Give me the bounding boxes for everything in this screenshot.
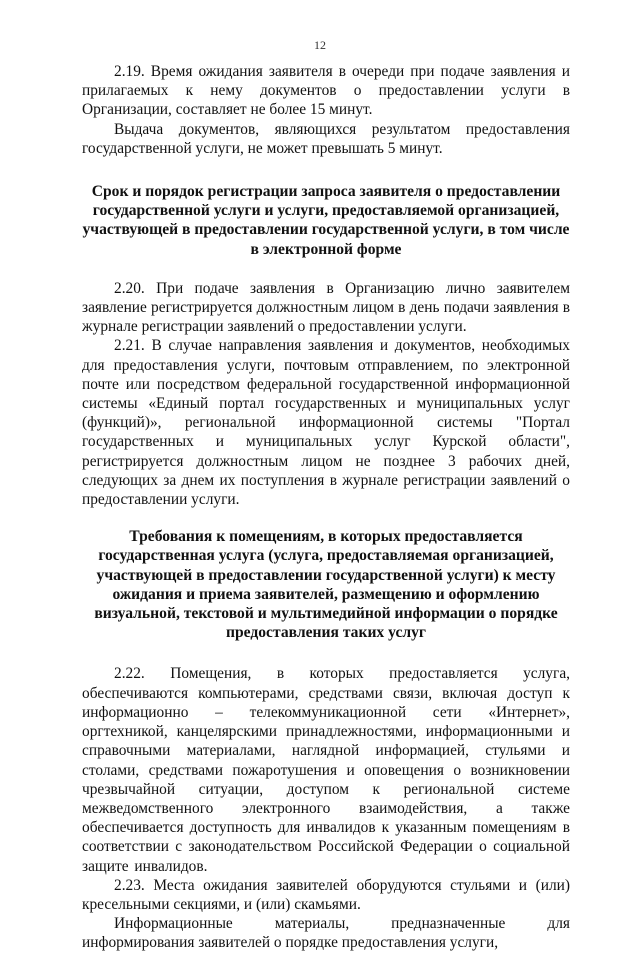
paragraph-2-20: 2.20. При подаче заявления в Организацию лично заявителем заявление регистрируется должностным лицом в день подачи заявления в журнале регистрации заявлений о предоставлении услуги. [82,279,570,336]
paragraph-2-23: 2.23. Места ожидания заявителей оборудуются стульями и (или) кресельными секциями, и (или) скамьями. [82,876,570,913]
document-body [82,62,570,953]
paragraph-2-22: 2.22. Помещения, в которых предоставляется услуга, обеспечиваются компьютерами, средствами связи, включая доступ к информационно – телекоммуникационной сети «Интернет», оргтехникой, канцелярскими принадлежностями, информационными и справочными материалами, наглядной информацией, стульями и столами, средствами пожаротушения и оповещения о возникновении чрезвычайной ситуации, доступом к региональной системе межведомственного электронного взаимодействия, а также обеспечивается доступность для инвалидов к указанным помещениям в соответствии с законодательством Российской Федерации о социальной защите инвалидов. [82,665,570,875]
paragraph-2-21: 2.21. В случае направления заявления и документов, необходимых для предоставления услуги, почтовым отправлением, по электронной почте или посредством федеральной государственной информационной системы «Единый портал государственных и муниципальных услуг (функций)», региональной информационной системы "Портал государственных и муниципальных услуг Курской области", регистрируется должностным лицом не позднее 3 рабочих дней, следующих за днем их поступления в журнале регистрации заявлений о предоставлении услуги. [82,337,570,509]
page-number: 12 [314,38,326,52]
paragraph-issuance: Выдача документов, являющихся результатом предоставления государственной услуги, не может превышать 5 минут. [82,120,570,157]
section-heading-registration: Срок и порядок регистрации запроса заявителя о предоставлении государственной услуги и услуги, предоставляемой организацией, участвующей в предоставлении государственной услуги, в том числе в электронной форме [82,183,570,258]
paragraph-2-19: 2.19. Время ожидания заявителя в очереди при подаче заявления и прилагаемых к нему документов о предоставлении услуги в Организации, составляет не более 15 минут. [82,63,570,119]
paragraph-info-materials: Информационные материалы, предназначенные для информирования заявителей о порядке предоставления услуги, [82,915,570,952]
section-heading-premises: Требования к помещениям, в которых предоставляется государственная услуга (услуга, предоставляемая организацией, участвующей в предоставлении государственной услуги) к месту ожидания и приема заявителей, размещению и оформлению визуальной, текстовой и мультимедийной информации о порядке предоставления таких услуг [94,528,558,642]
